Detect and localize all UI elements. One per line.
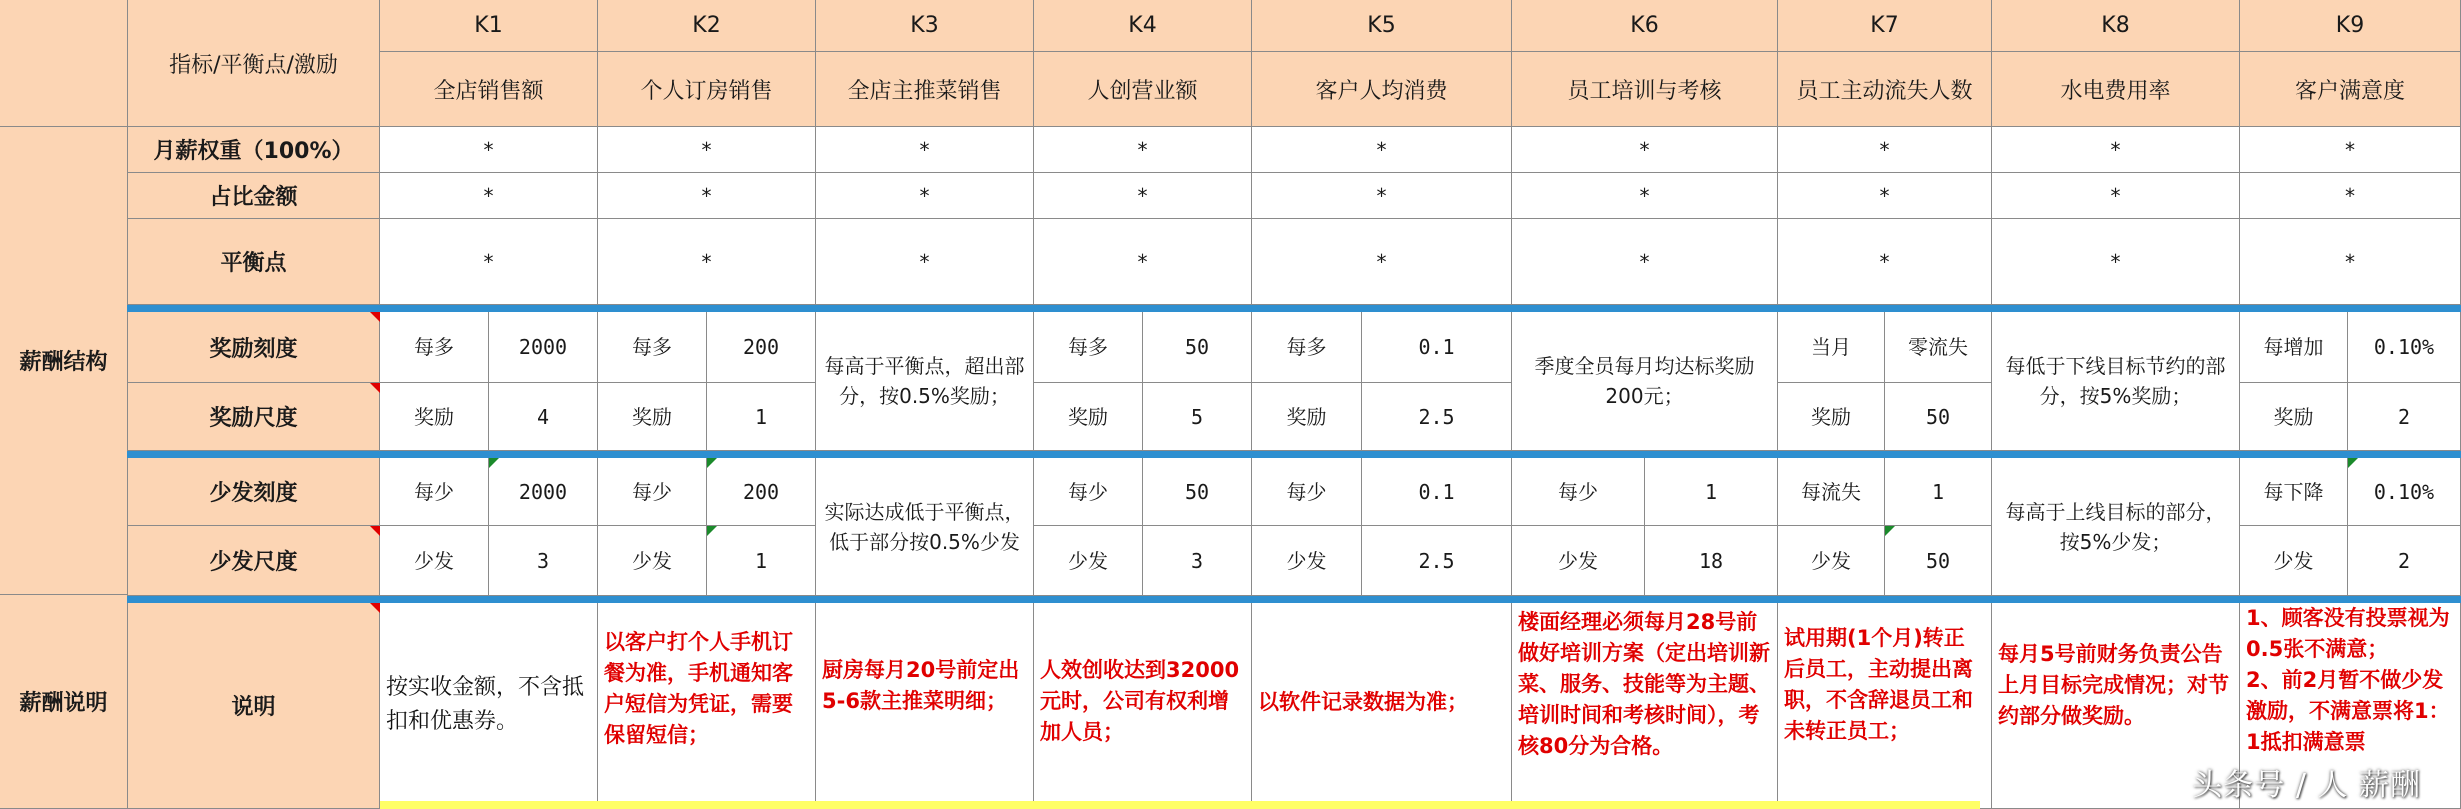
error-indicator — [1885, 526, 1895, 536]
k9-reward-size-b[interactable]: 2 — [2348, 383, 2461, 451]
k3-amount-star[interactable]: * — [816, 173, 1034, 219]
k1-reward-scale-b[interactable]: 2000 — [489, 312, 598, 383]
k6-penalty-scale-b[interactable]: 1 — [1645, 458, 1778, 526]
separator-bar — [127, 305, 2461, 312]
k2-note[interactable]: 以客户打个人手机订餐为准，手机通知客户短信为凭证，需要保留短信； — [598, 603, 816, 809]
k1-balance-star[interactable]: * — [380, 219, 598, 305]
k7-penalty-scale-a[interactable]: 每流失 — [1778, 458, 1885, 526]
k7-weight-star[interactable]: * — [1778, 127, 1992, 173]
k7-amount-star[interactable]: * — [1778, 173, 1992, 219]
comment-indicator — [370, 603, 380, 613]
k4-reward-scale-a[interactable]: 每多 — [1034, 312, 1143, 383]
k5-weight-star[interactable]: * — [1252, 127, 1512, 173]
k5-amount-star[interactable]: * — [1252, 173, 1512, 219]
corner-header[interactable]: 指标/平衡点/激励 — [128, 0, 380, 127]
k3-reward-rule[interactable]: 每高于平衡点，超出部分，按0.5%奖励； — [816, 312, 1034, 451]
k7-penalty-size-b[interactable]: 50 — [1885, 526, 1992, 596]
k1-penalty-scale-b[interactable]: 2000 — [489, 458, 598, 526]
error-indicator — [489, 458, 499, 468]
k2-reward-scale-a[interactable]: 每多 — [598, 312, 707, 383]
k9-reward-scale-a[interactable]: 每增加 — [2240, 312, 2348, 383]
row-label-amount[interactable]: 占比金额 — [128, 173, 380, 219]
k9-amount-star[interactable]: * — [2240, 173, 2461, 219]
k3-code[interactable]: K3 — [816, 0, 1034, 52]
section-explanation[interactable]: 薪酬说明 — [0, 595, 128, 809]
k7-name[interactable]: 员工主动流失人数 — [1778, 52, 1992, 127]
error-indicator — [2348, 458, 2358, 468]
k1-reward-size-a[interactable]: 奖励 — [380, 383, 489, 451]
k5-balance-star[interactable]: * — [1252, 219, 1512, 305]
k9-penalty-size-a[interactable]: 少发 — [2240, 526, 2348, 596]
k2-balance-star[interactable]: * — [598, 219, 816, 305]
k2-amount-star[interactable]: * — [598, 173, 816, 219]
k6-penalty-size-b[interactable]: 18 — [1645, 526, 1778, 596]
k2-penalty-size-b[interactable]: 1 — [707, 526, 816, 596]
k1-penalty-size-b[interactable]: 3 — [489, 526, 598, 596]
comment-indicator — [370, 526, 380, 536]
k9-penalty-size-b[interactable]: 2 — [2348, 526, 2461, 596]
k4-reward-size-a[interactable]: 奖励 — [1034, 383, 1143, 451]
k5-code[interactable]: K5 — [1252, 0, 1512, 52]
k9-reward-scale-b[interactable]: 0.10% — [2348, 312, 2461, 383]
k6-penalty-scale-a[interactable]: 每少 — [1512, 458, 1645, 526]
error-indicator — [707, 458, 717, 468]
k5-note[interactable]: 以软件记录数据为准； — [1252, 603, 1512, 809]
k3-name[interactable]: 全店主推菜销售 — [816, 52, 1034, 127]
k2-reward-size-a[interactable]: 奖励 — [598, 383, 707, 451]
k2-name[interactable]: 个人订房销售 — [598, 52, 816, 127]
k4-penalty-scale-a[interactable]: 每少 — [1034, 458, 1143, 526]
k7-reward-scale-b[interactable]: 零流失 — [1885, 312, 1992, 383]
k5-reward-scale-b[interactable]: 0.1 — [1362, 312, 1512, 383]
k8-weight-star[interactable]: * — [1992, 127, 2240, 173]
k2-reward-scale-b[interactable]: 200 — [707, 312, 816, 383]
k9-reward-size-a[interactable]: 奖励 — [2240, 383, 2348, 451]
k9-penalty-scale-a[interactable]: 每下降 — [2240, 458, 2348, 526]
error-indicator — [707, 526, 717, 536]
row-label-penalty-size[interactable]: 少发尺度 — [128, 526, 380, 596]
k6-penalty-size-a[interactable]: 少发 — [1512, 526, 1645, 596]
row-label-balance[interactable]: 平衡点 — [128, 219, 380, 305]
k1-name[interactable]: 全店销售额 — [380, 52, 598, 127]
next-row-highlight — [380, 801, 1980, 809]
k5-reward-scale-a[interactable]: 每多 — [1252, 312, 1362, 383]
comment-indicator — [370, 383, 380, 393]
k7-reward-scale-a[interactable]: 当月 — [1778, 312, 1885, 383]
watermark: 头条号 / 人 薪酬 — [2192, 768, 2421, 803]
k5-reward-size-a[interactable]: 奖励 — [1252, 383, 1362, 451]
row-label-reward-scale[interactable]: 奖励刻度 — [128, 312, 380, 383]
k4-weight-star[interactable]: * — [1034, 127, 1252, 173]
k6-reward-rule[interactable]: 季度全员每月均达标奖励200元； — [1512, 312, 1778, 451]
k7-reward-size-a[interactable]: 奖励 — [1778, 383, 1885, 451]
k9-penalty-scale-b[interactable]: 0.10% — [2348, 458, 2461, 526]
k9-code[interactable]: K9 — [2240, 0, 2461, 52]
k2-weight-star[interactable]: * — [598, 127, 816, 173]
k2-penalty-scale-a[interactable]: 每少 — [598, 458, 707, 526]
k8-note[interactable]: 每月5号前财务负责公告上月目标完成情况；对节约部分做奖励。 — [1992, 603, 2240, 809]
k7-penalty-scale-b[interactable]: 1 — [1885, 458, 1992, 526]
k5-penalty-scale-a[interactable]: 每少 — [1252, 458, 1362, 526]
k5-reward-size-b[interactable]: 2.5 — [1362, 383, 1512, 451]
k8-amount-star[interactable]: * — [1992, 173, 2240, 219]
k2-penalty-size-a[interactable]: 少发 — [598, 526, 707, 596]
k1-penalty-scale-a[interactable]: 每少 — [380, 458, 489, 526]
k4-name[interactable]: 人创营业额 — [1034, 52, 1252, 127]
k2-reward-size-b[interactable]: 1 — [707, 383, 816, 451]
k8-balance-star[interactable]: * — [1992, 219, 2240, 305]
k2-penalty-scale-b[interactable]: 200 — [707, 458, 816, 526]
k9-weight-star[interactable]: * — [2240, 127, 2461, 173]
k4-reward-size-b[interactable]: 5 — [1143, 383, 1252, 451]
section-structure[interactable]: 薪酬结构 — [0, 127, 128, 595]
k4-penalty-size-a[interactable]: 少发 — [1034, 526, 1143, 596]
k7-code[interactable]: K7 — [1778, 0, 1992, 52]
k7-penalty-size-a[interactable]: 少发 — [1778, 526, 1885, 596]
k5-penalty-size-b[interactable]: 2.5 — [1362, 526, 1512, 596]
k1-weight-star[interactable]: * — [380, 127, 598, 173]
k1-penalty-size-a[interactable]: 少发 — [380, 526, 489, 596]
k4-reward-scale-b[interactable]: 50 — [1143, 312, 1252, 383]
k4-penalty-scale-b[interactable]: 50 — [1143, 458, 1252, 526]
k7-balance-star[interactable]: * — [1778, 219, 1992, 305]
row-label-weight[interactable]: 月薪权重（100%） — [128, 127, 380, 173]
k1-amount-star[interactable]: * — [380, 173, 598, 219]
k8-code[interactable]: K8 — [1992, 0, 2240, 52]
separator-bar — [127, 596, 2461, 603]
row-label-note[interactable]: 说明 — [128, 603, 380, 809]
k6-name[interactable]: 员工培训与考核 — [1512, 52, 1778, 127]
k1-reward-size-b[interactable]: 4 — [489, 383, 598, 451]
k4-amount-star[interactable]: * — [1034, 173, 1252, 219]
k6-weight-star[interactable]: * — [1512, 127, 1778, 173]
k1-code[interactable]: K1 — [380, 0, 598, 52]
k5-name[interactable]: 客户人均消费 — [1252, 52, 1512, 127]
k4-note[interactable]: 人效创收达到32000元时，公司有权利增加人员； — [1034, 603, 1252, 809]
k6-code[interactable]: K6 — [1512, 0, 1778, 52]
k4-penalty-size-b[interactable]: 3 — [1143, 526, 1252, 596]
k8-reward-rule[interactable]: 每低于下线目标节约的部分，按5%奖励； — [1992, 312, 2240, 451]
k4-balance-star[interactable]: * — [1034, 219, 1252, 305]
k6-balance-star[interactable]: * — [1512, 219, 1778, 305]
k8-penalty-rule[interactable]: 每高于上线目标的部分，按5%少发； — [1992, 458, 2240, 596]
k5-penalty-size-a[interactable]: 少发 — [1252, 526, 1362, 596]
k7-reward-size-b[interactable]: 50 — [1885, 383, 1992, 451]
k9-note[interactable]: 1、顾客没有投票视为0.5张不满意； 2、前2月暂不做少发激励，不满意票将1：1抵扣满意票 — [2240, 603, 2461, 809]
k3-weight-star[interactable]: * — [816, 127, 1034, 173]
k9-balance-star[interactable]: * — [2240, 219, 2461, 305]
k9-name[interactable]: 客户满意度 — [2240, 52, 2461, 127]
k4-code[interactable]: K4 — [1034, 0, 1252, 52]
k6-note[interactable]: 楼面经理必须每月28号前做好培训方案（定出培训新菜、服务、技能等为主题、培训时间和考核时间），考核80分为合格。 — [1512, 603, 1778, 809]
row-label-reward-size[interactable]: 奖励尺度 — [128, 383, 380, 451]
separator-bar — [127, 451, 2461, 458]
row-header-blank[interactable] — [0, 0, 128, 127]
k3-note[interactable]: 厨房每月20号前定出5-6款主推菜明细； — [816, 603, 1034, 809]
k3-balance-star[interactable]: * — [816, 219, 1034, 305]
k3-penalty-rule[interactable]: 实际达成低于平衡点，低于部分按0.5%少发 — [816, 458, 1034, 596]
comment-indicator — [370, 312, 380, 322]
k8-name[interactable]: 水电费用率 — [1992, 52, 2240, 127]
k1-note[interactable]: 按实收金额，不含抵扣和优惠券。 — [380, 603, 598, 809]
row-label-penalty-scale[interactable]: 少发刻度 — [128, 458, 380, 526]
k2-code[interactable]: K2 — [598, 0, 816, 52]
k5-penalty-scale-b[interactable]: 0.1 — [1362, 458, 1512, 526]
k7-note[interactable]: 试用期(1个月)转正后员工，主动提出离职，不含辞退员工和未转正员工； — [1778, 603, 1992, 809]
k1-reward-scale-a[interactable]: 每多 — [380, 312, 489, 383]
k6-amount-star[interactable]: * — [1512, 173, 1778, 219]
